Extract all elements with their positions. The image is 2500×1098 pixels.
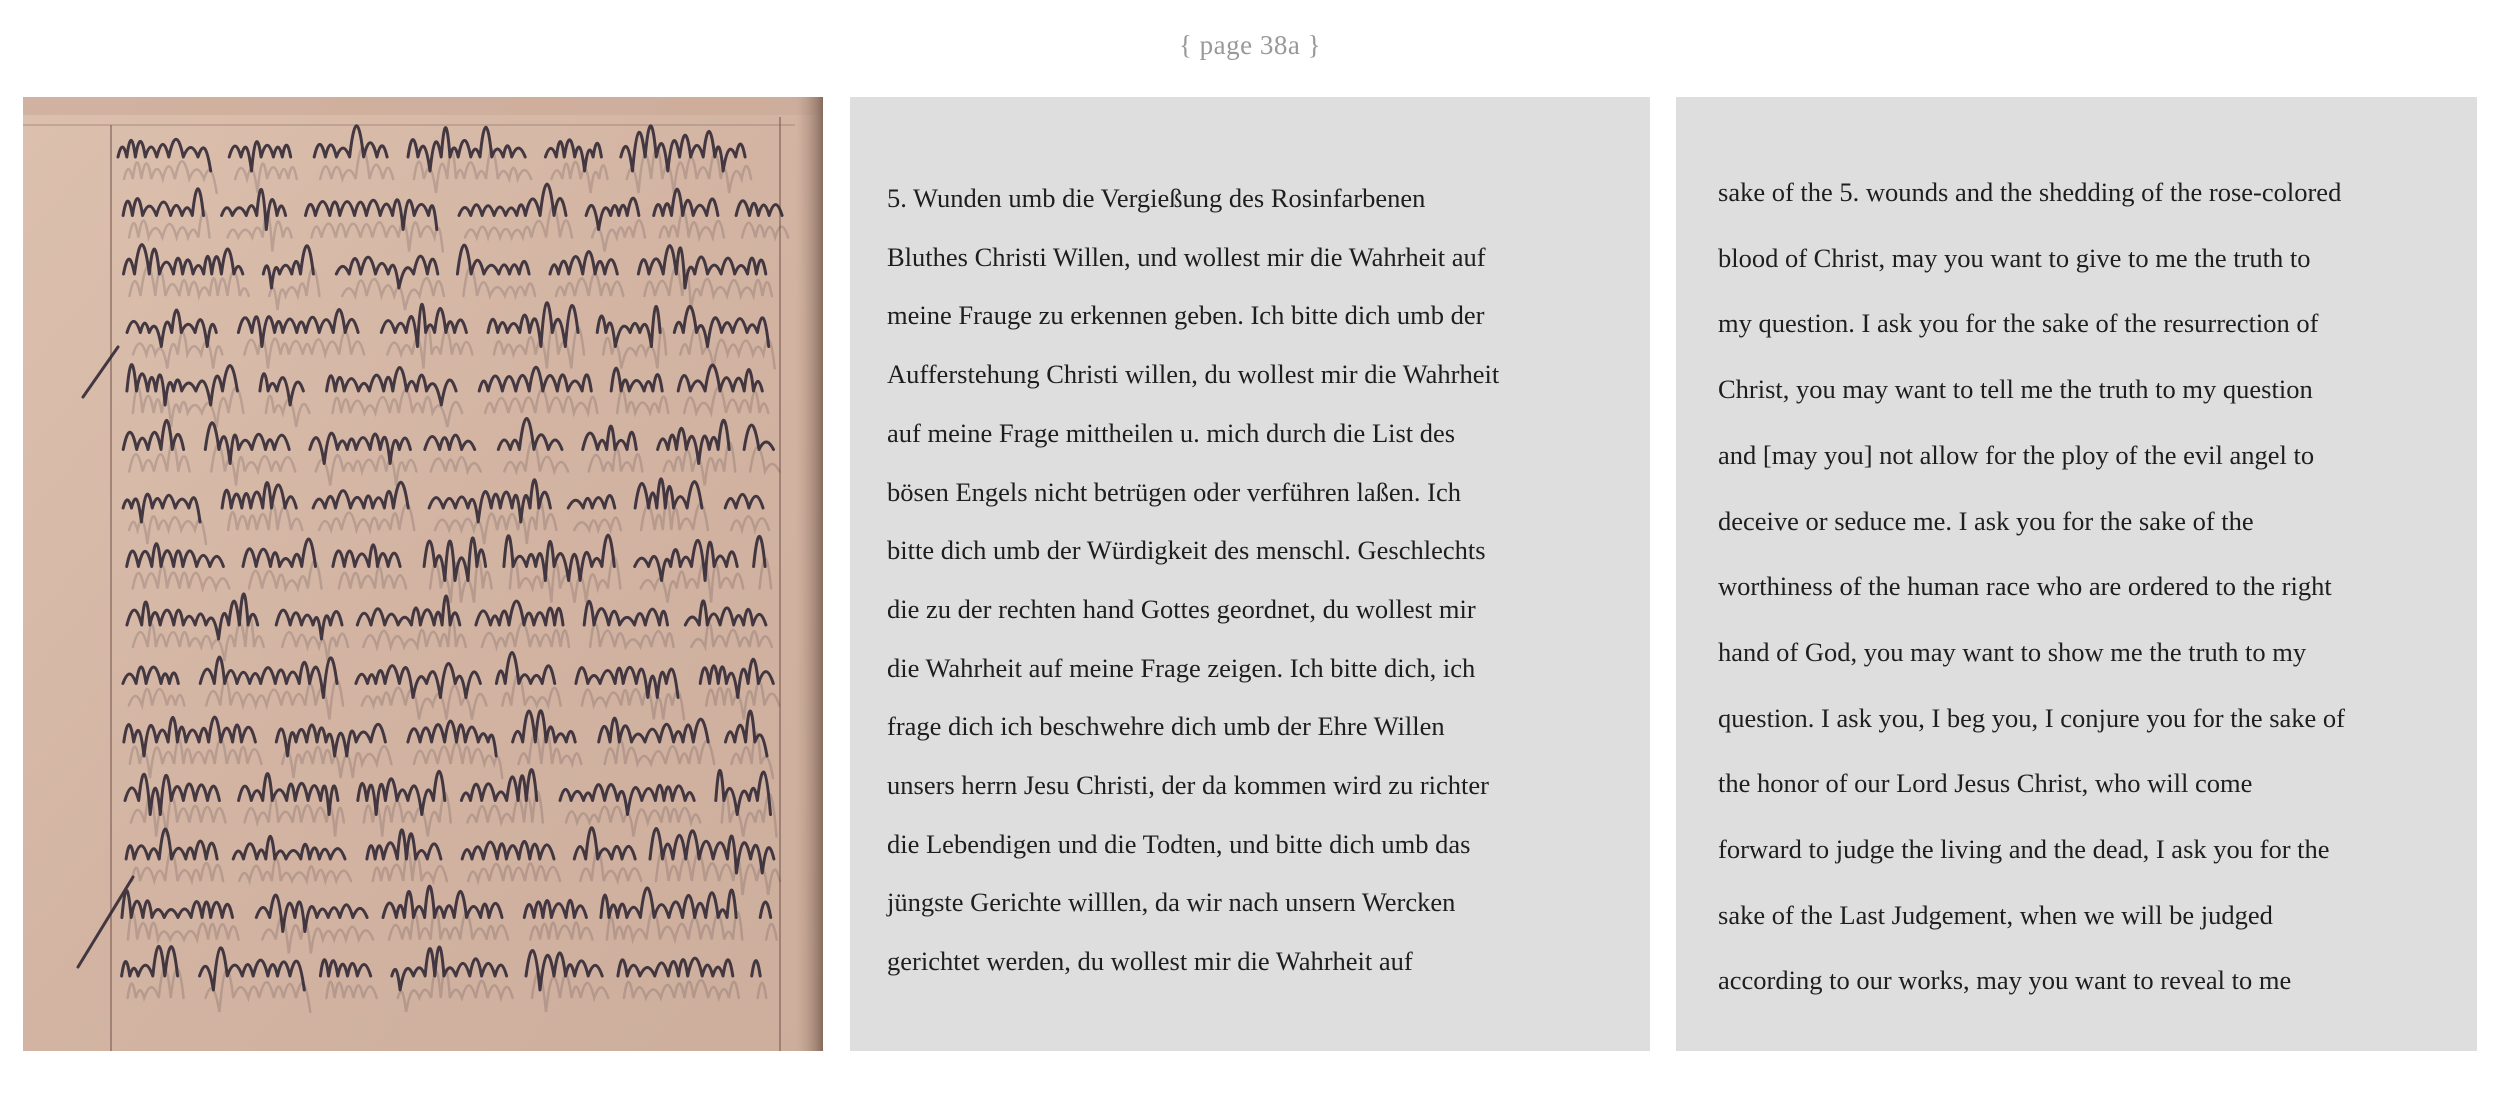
page-label: { page 38a } — [1178, 30, 1322, 60]
manuscript-scan — [23, 97, 823, 1051]
transcription-panel — [850, 97, 1650, 1051]
transcription-text: 5. Wunden umb die Vergießung des Rosinfarbenen Bluthes Christi Willen, und wollest mir die Wahrheit auf meine Frauge zu erkennen geben. Ich bitte dich umb der Aufferstehung Christi willen, du wollest mir die Wahrheit auf meine Frage mittheilen u. mich durch die List des bösen Engels nicht betrügen oder verführen laßen. Ich bitte dich umb der Würdigkeit des menschl. Geschlechts die zu der rechten hand Gottes geordnet, du wollest mir die Wahrheit auf meine Frage zeigen. Ich bitte dich, ich frage dich ich beschwehre dich umb der Ehre Willen unsers herrn Jesu Christi, der da kommen wird zu richter die Lebendigen und die Todten, und bitte dich umb das jüngste Gerichte willlen, da wir nach unsern Wercken gerichtet werden, du wollest mir die Wahrheit auf — [887, 183, 1500, 977]
translation-text: sake of the 5. wounds and the shedding of the rose-colored blood of Christ, may you want to give to me the truth to my question. I ask you for the sake of the resurrection of Christ, you may want to tell me the truth to my question and [may you] not allow for the ploy of the evil angel to deceive or seduce me. I ask you for the sake of the worthiness of the human race who are ordered to the right hand of God, you may want to show me the truth to my question. I ask you, I beg you, I conjure you for the sake of the honor of our Lord Jesus Christ, who will come forward to judge the living and the dead, I ask you for the sake of the Last Judgement, when we will be judged according to our works, may you want to reveal to me — [1718, 177, 2346, 996]
manuscript-image — [23, 97, 823, 1051]
translation-panel — [1676, 97, 2477, 1051]
